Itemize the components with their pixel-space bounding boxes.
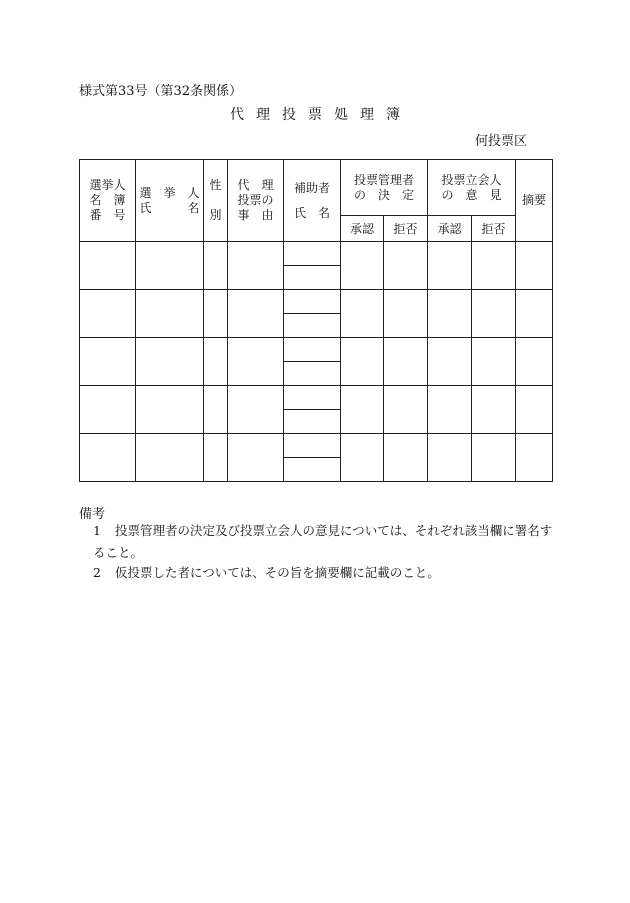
- cell[interactable]: [204, 290, 228, 338]
- cell[interactable]: [228, 386, 284, 434]
- cell[interactable]: [384, 386, 428, 434]
- header-text: 補助者: [293, 180, 330, 195]
- header-text: 氏 名: [139, 200, 200, 215]
- cell[interactable]: [341, 338, 384, 386]
- header-witness-opinion: [428, 160, 516, 216]
- header-text: 性: [209, 178, 222, 192]
- cell[interactable]: [204, 386, 228, 434]
- cell[interactable]: [384, 434, 428, 482]
- cell[interactable]: [384, 242, 428, 290]
- subheader-manager-approve: 承認: [341, 216, 384, 242]
- header-text: 名 簿: [89, 193, 126, 207]
- cell[interactable]: [384, 290, 428, 338]
- cell[interactable]: [428, 242, 472, 290]
- table-row: [80, 242, 553, 266]
- cell[interactable]: [516, 434, 553, 482]
- table-row: [80, 290, 553, 314]
- polling-district-label: 何投票区: [474, 134, 527, 149]
- notes-heading: 備考: [79, 507, 106, 522]
- cell[interactable]: [80, 290, 136, 338]
- cell[interactable]: [341, 434, 384, 482]
- note-item: [93, 562, 553, 584]
- cell[interactable]: [341, 386, 384, 434]
- cell[interactable]: [341, 242, 384, 290]
- cell[interactable]: [284, 458, 341, 482]
- cell[interactable]: [472, 386, 516, 434]
- header-summary: 摘要: [516, 160, 553, 242]
- cell[interactable]: [284, 338, 341, 362]
- cell[interactable]: [428, 290, 472, 338]
- proxy-voting-register-table: [79, 159, 553, 482]
- cell[interactable]: [136, 386, 204, 434]
- cell[interactable]: [80, 386, 136, 434]
- cell[interactable]: [228, 434, 284, 482]
- header-registry-number: [80, 160, 136, 242]
- note-number: 1: [93, 523, 101, 538]
- subheader-witness-reject: 拒否: [472, 216, 516, 242]
- cell[interactable]: [384, 338, 428, 386]
- note-text: 投票管理者の決定及び投票立会人の意見については、それぞれ該当欄に署名すること。: [93, 523, 553, 560]
- note-text: 仮投票した者については、その旨を摘要欄に記載のこと。: [115, 565, 440, 580]
- cell[interactable]: [516, 386, 553, 434]
- cell[interactable]: [136, 338, 204, 386]
- header-voter-name: [136, 160, 204, 242]
- cell[interactable]: [284, 362, 341, 386]
- cell[interactable]: [284, 434, 341, 458]
- header-manager-decision: [341, 160, 428, 216]
- subheader-witness-approve: 承認: [428, 216, 472, 242]
- cell[interactable]: [516, 338, 553, 386]
- page-title: 代理投票処理簿: [230, 107, 412, 123]
- cell[interactable]: [516, 290, 553, 338]
- cell[interactable]: [204, 434, 228, 482]
- cell[interactable]: [284, 410, 341, 434]
- header-text: 事 由: [237, 208, 274, 222]
- header-text: の 意 見: [441, 187, 502, 202]
- cell[interactable]: [204, 338, 228, 386]
- cell[interactable]: [341, 290, 384, 338]
- header-proxy-reason: [228, 160, 284, 242]
- cell[interactable]: [284, 266, 341, 290]
- header-text: 投票立会人: [441, 172, 502, 187]
- cell[interactable]: [428, 434, 472, 482]
- header-text: 代 理: [237, 178, 274, 192]
- header-text: 氏 名: [293, 205, 330, 220]
- cell[interactable]: [136, 434, 204, 482]
- cell[interactable]: [284, 290, 341, 314]
- header-text: の 決 定: [354, 187, 415, 202]
- cell[interactable]: [228, 290, 284, 338]
- cell[interactable]: [472, 242, 516, 290]
- cell[interactable]: [228, 338, 284, 386]
- cell[interactable]: [80, 434, 136, 482]
- cell[interactable]: [284, 314, 341, 338]
- table-row: [80, 386, 553, 410]
- note-number: 2: [93, 565, 101, 580]
- header-text: 選 挙 人: [139, 185, 200, 200]
- table-row: [80, 338, 553, 362]
- cell[interactable]: [516, 242, 553, 290]
- cell[interactable]: [136, 290, 204, 338]
- cell[interactable]: [204, 242, 228, 290]
- header-text: 番 号: [89, 208, 126, 222]
- header-text: 選挙人: [89, 178, 126, 192]
- header-row: [80, 160, 553, 216]
- header-text: 別: [209, 208, 222, 222]
- cell[interactable]: [80, 242, 136, 290]
- header-text: 投票管理者: [354, 172, 415, 187]
- cell[interactable]: [228, 242, 284, 290]
- note-item: [93, 520, 553, 564]
- header-text: 投票の: [237, 193, 274, 207]
- cell[interactable]: [80, 338, 136, 386]
- header-gender: [204, 160, 228, 242]
- cell[interactable]: [472, 290, 516, 338]
- cell[interactable]: [428, 386, 472, 434]
- subheader-manager-reject: 拒否: [384, 216, 428, 242]
- cell[interactable]: [472, 338, 516, 386]
- cell[interactable]: [472, 434, 516, 482]
- header-assistant-name: [284, 160, 341, 242]
- table-row: [80, 434, 553, 458]
- cell[interactable]: [284, 242, 341, 266]
- cell[interactable]: [428, 338, 472, 386]
- form-number: 様式第33号（第32条関係）: [79, 84, 243, 99]
- cell[interactable]: [136, 242, 204, 290]
- cell[interactable]: [284, 386, 341, 410]
